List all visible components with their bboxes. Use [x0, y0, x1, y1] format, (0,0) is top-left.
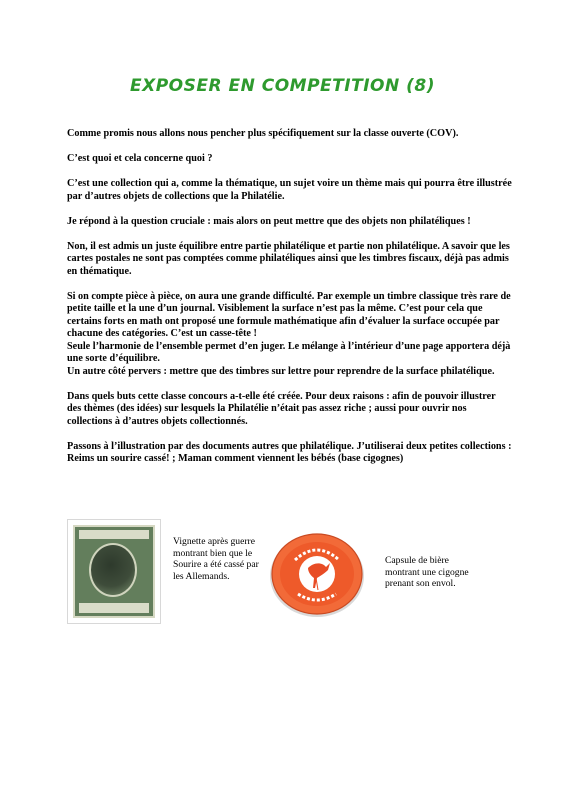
paragraph-difficulty: Si on compte pièce à pièce, on aura une grande difficulté. Par exemple un timbre classique très rare de petite taille et la une d’un journal. Visiblement la surface n’est pas la même. C’est pour cela que certains forts en math ont proposé une formule mathématique afin d’évaluer la surface occupée par chacune des catégories. C’est un casse-tête ! — [67, 290, 511, 339]
capsule-caption: Capsule de bière montrant une cigogne prenant son envol. — [385, 555, 469, 590]
paragraph-perverse: Un autre côté pervers : mettre que des timbres sur lettre pour reprendre de la surface philatélique. — [67, 365, 495, 377]
page-title: EXPOSER EN COMPETITION (8) — [130, 76, 435, 96]
vignette-caption: Vignette après guerre montrant bien que le Sourire a été cassé par les Allemands. — [173, 536, 259, 582]
stamp-top-banner — [79, 530, 149, 539]
paragraph-crucial-question: Je répond à la question cruciale : mais alors on peut mettre que des objets non philatéliques ! — [67, 215, 471, 227]
vignette-stamp-image — [68, 520, 160, 623]
stamp-frame — [73, 525, 155, 618]
article-body — [67, 128, 512, 478]
stamp-bottom-banner — [79, 603, 149, 613]
paragraph-harmony: Seule l’harmonie de l’ensemble permet d’en juger. Le mélange à l’intérieur d’une page apportera déjà une sorte d’équilibre. — [67, 340, 511, 364]
paragraph-definition: C’est une collection qui a, comme la thématique, un sujet voire un thème mais qui pourra être illustrée par d’autres objets de collections que la Philatélie. — [67, 178, 512, 202]
bottle-cap-image — [268, 532, 366, 618]
paragraph-question: C’est quoi et cela concerne quoi ? — [67, 153, 213, 164]
paragraph-illustration: Passons à l’illustration par des documents autres que philatélique. J’utiliserai deux petites collections : Reims un sourire cassé! ; Maman comment viennent les bébés (base cigognes) — [67, 440, 512, 464]
paragraph-purpose: Dans quels buts cette classe concours a-t-elle été créée. Pour deux raisons : afin de pouvoir illustrer des thèmes (des idées) sur lesquels la Philatélie n’était pas assez riche ; aussi pour ouvrir nos collections à d’autres objets collectionnés. — [67, 390, 496, 427]
paragraph-balance: Non, il est admis un juste équilibre entre partie philatélique et partie non philatélique. A savoir que les cartes postales ne sont pas comptées comme philatéliques ainsi que les timbres fiscaux, déjà pas admis en thématique. — [67, 240, 510, 277]
paragraph-intro: Comme promis nous allons nous pencher plus spécifiquement sur la classe ouverte (COV). — [67, 128, 459, 139]
stamp-portrait-medallion — [89, 543, 137, 597]
